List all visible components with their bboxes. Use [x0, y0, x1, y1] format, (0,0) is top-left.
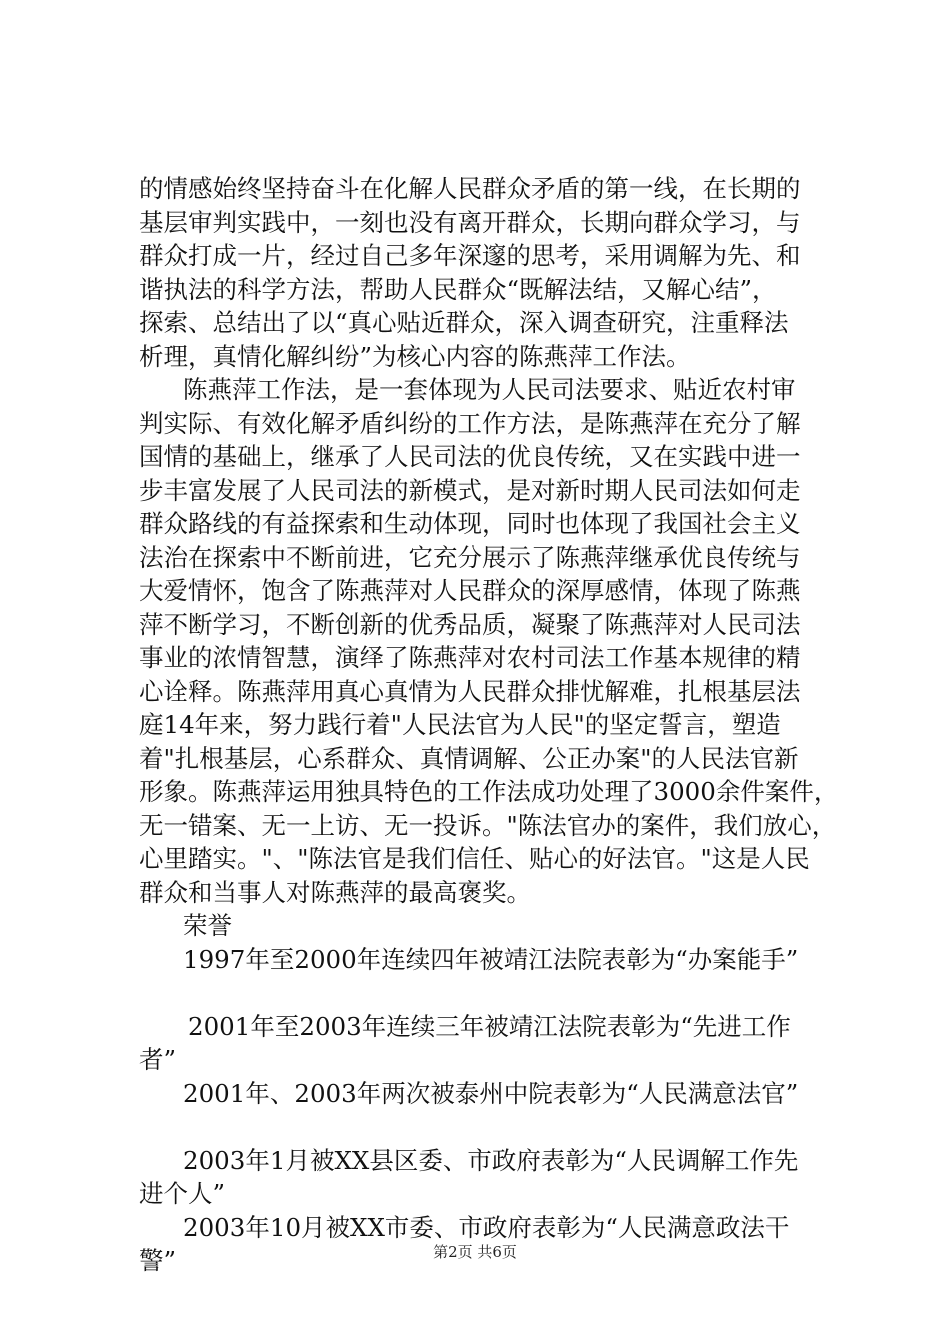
honors-heading: 荣誉: [183, 911, 232, 940]
paragraph-line: 的情感始终坚持奋斗在化解人民群众矛盾的第一线，在长期的: [139, 174, 801, 203]
paragraph-line: 形象。陈燕萍运用独具特色的工作法成功处理了3000余件案件，: [139, 777, 839, 806]
paragraph-line: 探索、总结出了以“真心贴近群众，深入调查研究，注重释法: [139, 308, 789, 337]
spacer: [139, 1110, 829, 1144]
honor-item: 1997年至2000年连续四年被靖江法院表彰为“办案能手”: [183, 944, 799, 974]
honor-item: 2001年、2003年两次被泰州中院表彰为“人民满意法官”: [183, 1078, 799, 1108]
body-text: [139, 172, 839, 1278]
paragraph-line: 大爱情怀，饱含了陈燕萍对人民群众的深厚感情，体现了陈燕: [139, 576, 801, 605]
paragraph-line: 心诠释。陈燕萍用真心真情为人民群众排忧解难，扎根基层法: [139, 676, 801, 706]
spacer: [139, 976, 829, 1010]
page-number-footer: 第2页 共6页: [433, 1243, 517, 1261]
honor-item: 2003年10月被XX市委、市政府表彰为“人民满意政法干: [183, 1212, 790, 1242]
honor-item: 2001年至2003年连续三年被靖江法院表彰为“先进工作: [188, 1011, 791, 1041]
paragraph-line: 群众路线的有益探索和生动体现，同时也体现了我国社会主义: [139, 509, 801, 538]
honor-item: 2003年1月被XX县区委、市政府表彰为“人民调解工作先: [183, 1145, 799, 1175]
paragraph-line: 谐执法的科学方法，帮助人民群众“既解法结，又解心结”，: [139, 274, 777, 304]
honor-item-continuation: 者”: [139, 1045, 177, 1074]
paragraph-line: 心里踏实。"、"陈法官是我们信任、贴心的好法官。"这是人民: [139, 844, 810, 873]
paragraph-line: 萍不断学习，不断创新的优秀品质，凝聚了陈燕萍对人民司法: [139, 609, 801, 639]
honor-item-continuation: 警”: [139, 1246, 177, 1275]
paragraph-line: 国情的基础上，继承了人民司法的优良传统，又在实践中进一: [139, 442, 801, 471]
paragraph-line: 着"扎根基层，心系群众、真情调解、公正办案"的人民法官新: [139, 743, 799, 773]
paragraph-line: 基层审判实践中，一刻也没有离开群众，长期向群众学习，与: [139, 207, 801, 237]
paragraph-line: 无一错案、无一上访、无一投诉。"陈法官办的案件，我们放心，: [139, 810, 837, 840]
paragraph-line: 陈燕萍工作法，是一套体现为人民司法要求、贴近农村审: [183, 375, 796, 404]
paragraph-line: 法治在探索中不断前进，它充分展示了陈燕萍继承优良传统与: [139, 542, 801, 572]
paragraph-line: 事业的浓情智慧，演绎了陈燕萍对农村司法工作基本规律的精: [139, 643, 801, 672]
paragraph-line: 析理，真情化解纠纷”为核心内容的陈燕萍工作法。: [139, 341, 691, 371]
paragraph-line: 群众和当事人对陈燕萍的最高褒奖。: [139, 877, 531, 907]
honor-item-continuation: 进个人”: [139, 1179, 226, 1208]
paragraph-line: 判实际、有效化解矛盾纠纷的工作方法，是陈燕萍在充分了解: [139, 408, 801, 438]
paragraph-line: 步丰富发展了人民司法的新模式，是对新时期人民司法如何走: [139, 475, 801, 505]
paragraph-line: 群众打成一片，经过自己多年深邃的思考，采用调解为先、和: [139, 241, 801, 270]
paragraph-line: 庭14年来，努力践行着"人民法官为人民"的坚定誓言，塑造: [139, 710, 781, 739]
